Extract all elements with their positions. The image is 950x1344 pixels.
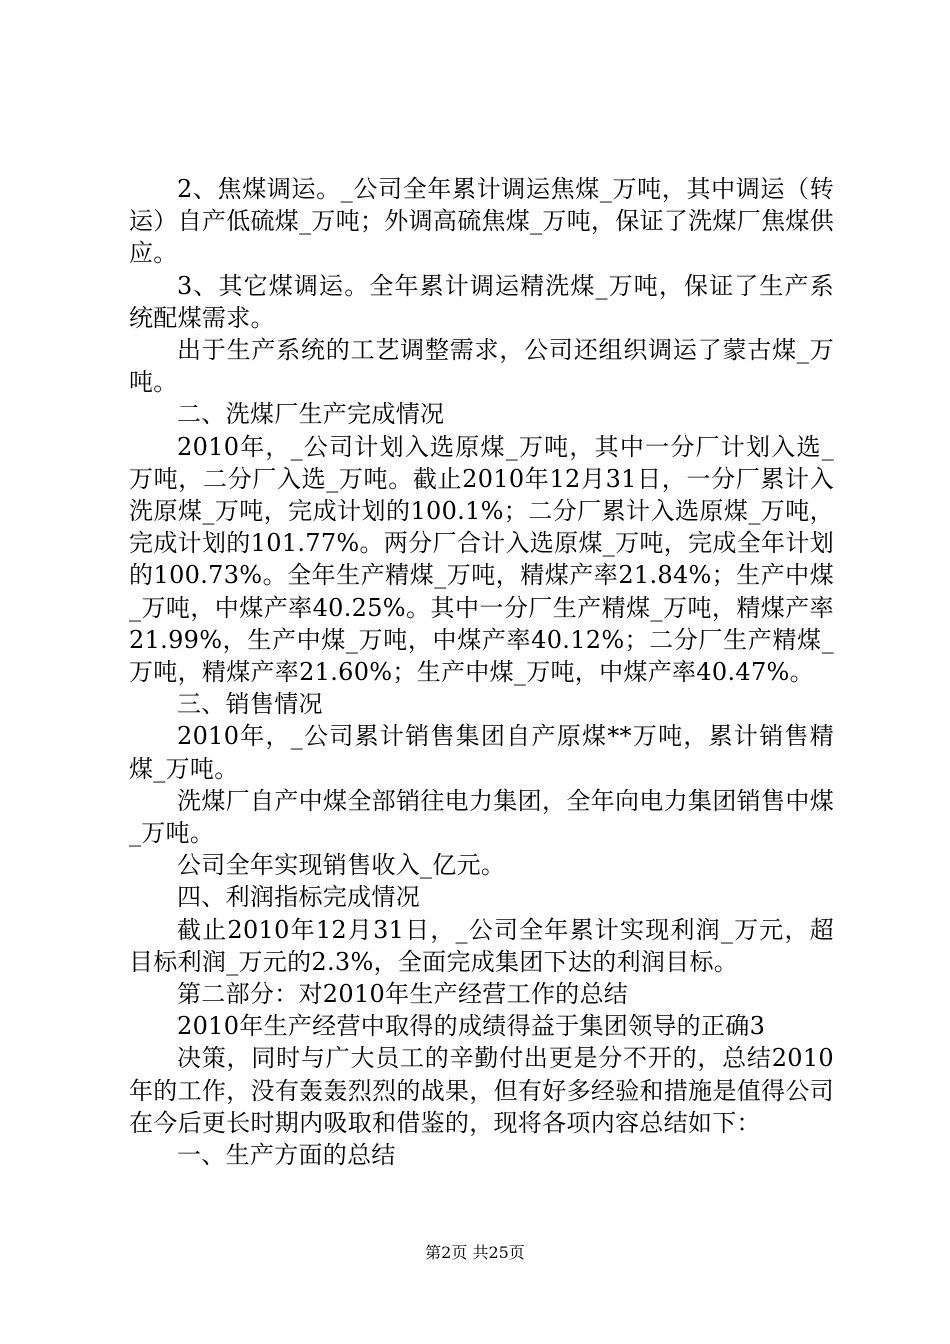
paragraph-sales-revenue: 公司全年实现销售收入_亿元。 [177, 851, 506, 880]
paragraph-profit: 截止2010年12月31日，_公司全年累计实现利润_万元，超目标利润_万元的2.3%，全面完成集团下达的利润目标。 [129, 915, 834, 976]
document-body [129, 173, 834, 1171]
heading-profit: 四、利润指标完成情况 [177, 883, 420, 912]
paragraph-mongolia-coal: 出于生产系统的工艺调整需求，公司还组织调运了蒙古煤_万吨。 [129, 336, 834, 397]
heading-production-summary: 一、生产方面的总结 [177, 1141, 396, 1170]
heading-washery-production: 二、洗煤厂生产完成情况 [177, 400, 445, 429]
paragraph-coking-coal-transport: 2、焦煤调运。_公司全年累计调运焦煤_万吨，其中调运（转运）自产低硫煤_万吨；外调高硫焦煤_万吨，保证了洗煤厂焦煤供应。 [129, 175, 834, 268]
page-number-footer: 第2页 共25页 [425, 1243, 525, 1262]
paragraph-washery-production: 2010年，_公司计划入选原煤_万吨，其中一分厂计划入选_万吨，二分厂入选_万吨。截止2010年12月31日，一分厂累计入洗原煤_万吨，完成计划的100.1%；二分厂累计入选原煤_万吨，完成计划的101.77%。两分厂合计入选原煤_万吨，完成全年计划的100.73%。全年生产精煤_万吨，精煤产率21.84%；生产中煤_万吨，中煤产率40.25%。其中一分厂生产精煤_万吨，精煤产率21.99%，生产中煤_万吨，中煤产率40.12%；二分厂生产精煤_万吨，精煤产率21.60%；生产中煤_万吨，中煤产率40.47%。 [129, 432, 834, 687]
paragraph-summary-intro: 2010年生产经营中取得的成绩得益于集团领导的正确3 [177, 1012, 766, 1041]
paragraph-other-coal-transport: 3、其它煤调运。全年累计调运精洗煤_万吨，保证了生产系统配煤需求。 [129, 271, 834, 332]
paragraph-sales-raw-coal: 2010年，_公司累计销售集团自产原煤**万吨，累计销售精煤_万吨。 [129, 722, 834, 783]
heading-part-two: 第二部分：对2010年生产经营工作的总结 [177, 980, 629, 1009]
paragraph-summary-body: 决策，同时与广大员工的辛勤付出更是分不开的，总结2010年的工作，没有轰轰烈烈的战果，但有好多经验和措施是值得公司在今后更长时期内吸取和借鉴的，现将各项内容总结如下： [129, 1044, 834, 1137]
paragraph-sales-middlings: 洗煤厂自产中煤全部销往电力集团，全年向电力集团销售中煤_万吨。 [129, 786, 834, 848]
heading-sales: 三、销售情况 [177, 690, 323, 719]
